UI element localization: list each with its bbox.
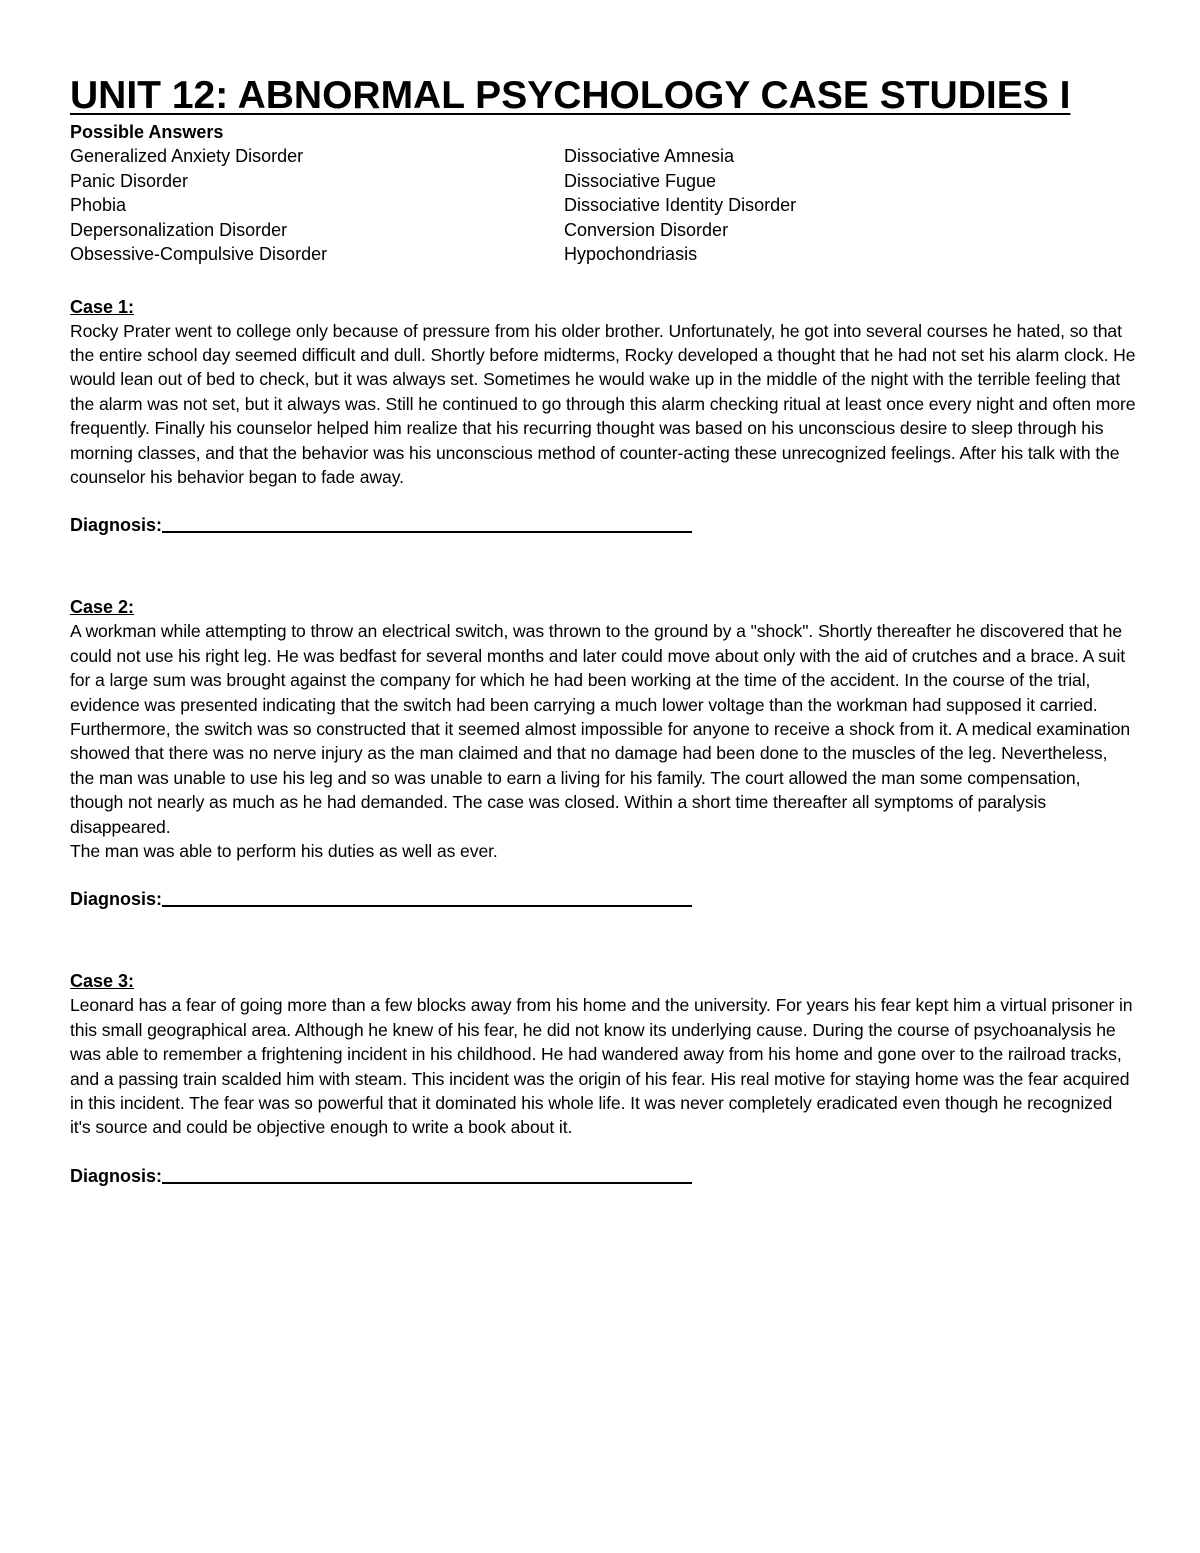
case-heading: Case 3: bbox=[70, 971, 135, 992]
case-text: Rocky Prater went to college only because of pressure from his older brother. Unfortunately, he got into several courses he hated, so that the entire school day seemed difficult and dull. Shortly before midterms, Rocky developed a thought that he had not set his alarm clock. He would lean out of bed to check, but it was always set. Sometimes he would wake up in the middle of the night with the terrible feeling that the alarm was not set, but it always was. Still he continued to go through this alarm checking ritual at least once every night and often more frequently. Finally his counselor helped him realize that his recurring thought was based on his unconscious desire to sleep through his morning classes, and that the behavior was his unconscious method of counter-acting these unrecognized feelings. After his talk with the counselor his behavior began to fade away. bbox=[70, 320, 1136, 487]
answer-item: Dissociative Identity Disorder bbox=[564, 195, 797, 215]
answer-item: Conversion Disorder bbox=[564, 219, 729, 240]
answer-item: Hypochondriasis bbox=[564, 244, 698, 264]
answer-item: Generalized Anxiety Disorder bbox=[70, 146, 304, 166]
worksheet-page bbox=[70, 72, 1136, 1188]
answers-right-column bbox=[564, 144, 796, 267]
spacer bbox=[70, 911, 1136, 947]
diagnosis-label: Diagnosis: bbox=[70, 1165, 163, 1186]
answer-item: Dissociative Fugue bbox=[564, 170, 717, 191]
case-heading: Case 2: bbox=[70, 597, 135, 618]
spacer bbox=[70, 537, 1136, 573]
diagnosis-answer-line[interactable] bbox=[162, 1181, 692, 1184]
answer-item: Depersonalization Disorder bbox=[70, 219, 288, 240]
possible-answers-heading: Possible Answers bbox=[70, 122, 224, 142]
answer-item: Phobia bbox=[70, 195, 127, 215]
possible-answers-list bbox=[70, 144, 1136, 267]
diagnosis-row bbox=[70, 887, 1136, 911]
case-text: A workman while attempting to throw an electrical switch, was thrown to the ground by a "shock". Shortly thereafter he discovered that he could not use his right leg. He was bedfast for several months and later could move about only with the aid of crutches and a brace. A suit for a large sum was brought against the company for which he had been working at the time of the accident. In the course of the trial, evidence was presented indicating that the switch had been carrying a much lower voltage than the workman had supposed it carried. Furthermore, the switch was so constructed that it seemed almost impossible for anyone to receive a shock from it. A medical examination showed that there was no nerve injury as the man claimed and that no damage had been done to the muscles of the leg. Nevertheless, the man was unable to use his leg and so was unable to earn a living for his family. The court allowed the man some compensation, though not nearly as much as he had demanded. The case was closed. Within a short time thereafter all symptoms of paralysis disappeared. The man was able to perform his duties as well as ever. bbox=[70, 621, 1131, 861]
diagnosis-answer-line[interactable] bbox=[162, 530, 692, 533]
diagnosis-label: Diagnosis: bbox=[70, 515, 163, 536]
case-text: Leonard has a fear of going more than a few blocks away from his home and the university. For years his fear kept him a virtual prisoner in this small geographical area. Although he knew of his fear, he did not know its underlying cause. During the course of psychoanalysis he was able to remember a frightening incident in his childhood. He had wandered away from his home and gone over to the railroad tracks, and a passing train scalded him with steam. This incident was the origin of his fear. His real motive for staying home was the fear acquired in this incident. The fear was so powerful that it dominated his whole life. It was never completely eradicated even though he recognized it's source and could be objective enough to write a book about it. bbox=[70, 995, 1133, 1138]
answer-item: Panic Disorder bbox=[70, 170, 189, 191]
diagnosis-row bbox=[70, 513, 1136, 537]
diagnosis-row bbox=[70, 1164, 1136, 1188]
diagnosis-answer-line[interactable] bbox=[162, 904, 692, 907]
case-heading: Case 1: bbox=[70, 296, 135, 317]
answer-item: Obsessive-Compulsive Disorder bbox=[70, 244, 328, 264]
answer-item: Dissociative Amnesia bbox=[564, 146, 735, 166]
answers-left-column bbox=[70, 144, 564, 267]
page-title: UNIT 12: ABNORMAL PSYCHOLOGY CASE STUDIES I bbox=[70, 74, 1071, 117]
case-1 bbox=[70, 295, 1136, 538]
diagnosis-label: Diagnosis: bbox=[70, 889, 163, 910]
case-3 bbox=[70, 969, 1136, 1187]
case-2 bbox=[70, 595, 1136, 911]
